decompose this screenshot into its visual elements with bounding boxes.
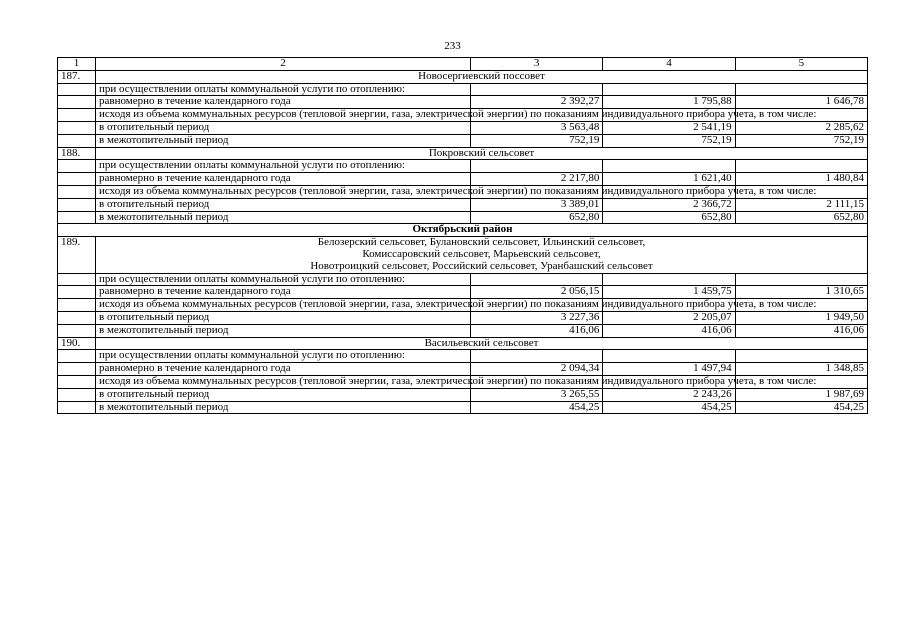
value-cell: 3 563,48 <box>471 121 603 134</box>
empty-cell <box>58 324 96 337</box>
value-cell: 752,19 <box>735 134 867 147</box>
empty-cell <box>603 350 735 363</box>
table-row <box>58 273 868 286</box>
value-cell: 2 217,80 <box>471 173 603 186</box>
row-label: равномерно в течение календарного года <box>96 363 471 376</box>
empty-cell <box>58 273 96 286</box>
table-row <box>58 350 868 363</box>
table-row <box>58 198 868 211</box>
row-label: равномерно в течение календарного года <box>96 96 471 109</box>
empty-cell <box>735 273 867 286</box>
value-cell: 1 497,94 <box>603 363 735 376</box>
header-col-5: 5 <box>735 58 867 71</box>
row-label: в отопительный период <box>96 311 471 324</box>
section-title-line: Белозерский сельсовет, Булановский сельсовет, Ильинский сельсовет, <box>317 236 646 249</box>
district-row <box>58 224 868 237</box>
table-row <box>58 388 868 401</box>
table-row <box>58 299 868 312</box>
value-cell: 3 265,55 <box>471 388 603 401</box>
empty-cell <box>58 311 96 324</box>
row-label: в межотопительный период <box>96 134 471 147</box>
empty-cell <box>58 299 96 312</box>
empty-cell <box>735 160 867 173</box>
table-row <box>58 401 868 414</box>
empty-cell <box>58 83 96 96</box>
header-col-2: 2 <box>96 58 471 71</box>
value-cell: 2 285,62 <box>735 121 867 134</box>
value-cell: 1 795,88 <box>603 96 735 109</box>
empty-cell <box>58 388 96 401</box>
empty-cell <box>58 173 96 186</box>
value-cell: 2 366,72 <box>603 198 735 211</box>
value-cell: 652,80 <box>603 211 735 224</box>
value-cell: 3 389,01 <box>471 198 603 211</box>
row-label: при осуществлении оплаты коммунальной услуги по отоплению: <box>96 83 471 96</box>
value-cell: 2 094,34 <box>471 363 603 376</box>
empty-cell <box>603 83 735 96</box>
value-cell: 2 541,19 <box>603 121 735 134</box>
row-label: исходя из объема коммунальных ресурсов (тепловой энергии, газа, электрической энергии) по показаниям индивидуального прибора учета, в том числе: <box>96 185 471 198</box>
value-cell: 416,06 <box>603 324 735 337</box>
empty-cell <box>58 375 96 388</box>
header-col-4: 4 <box>603 58 735 71</box>
table-row <box>58 109 868 122</box>
empty-cell <box>58 109 96 122</box>
section-number: 187. <box>58 70 96 83</box>
table-row <box>58 211 868 224</box>
section-number: 190. <box>58 337 96 350</box>
value-cell: 416,06 <box>735 324 867 337</box>
section-title-row <box>58 337 868 350</box>
value-cell: 1 480,84 <box>735 173 867 186</box>
table-row <box>58 134 868 147</box>
table-row <box>58 185 868 198</box>
empty-cell <box>58 134 96 147</box>
value-cell: 752,19 <box>603 134 735 147</box>
table-row <box>58 363 868 376</box>
row-label: в межотопительный период <box>96 324 471 337</box>
empty-cell <box>58 121 96 134</box>
value-cell: 2 111,15 <box>735 198 867 211</box>
value-cell: 2 392,27 <box>471 96 603 109</box>
section-title <box>96 237 868 273</box>
value-cell: 1 987,69 <box>735 388 867 401</box>
table-row <box>58 160 868 173</box>
table-row <box>58 96 868 109</box>
empty-cell <box>58 401 96 414</box>
table-row <box>58 375 868 388</box>
value-cell: 1 348,85 <box>735 363 867 376</box>
table-row <box>58 173 868 186</box>
row-label: в отопительный период <box>96 121 471 134</box>
value-cell: 454,25 <box>603 401 735 414</box>
section-number: 188. <box>58 147 96 160</box>
value-cell: 2 056,15 <box>471 286 603 299</box>
empty-cell <box>58 96 96 109</box>
value-cell: 1 949,50 <box>735 311 867 324</box>
empty-cell <box>58 363 96 376</box>
value-cell: 1 646,78 <box>735 96 867 109</box>
row-label: при осуществлении оплаты коммунальной услуги по отоплению: <box>96 273 471 286</box>
row-label: равномерно в течение календарного года <box>96 173 471 186</box>
value-cell: 752,19 <box>471 134 603 147</box>
value-cell: 1 459,75 <box>603 286 735 299</box>
value-cell: 416,06 <box>471 324 603 337</box>
header-col-3: 3 <box>471 58 603 71</box>
tariff-table <box>57 57 868 414</box>
empty-cell <box>58 198 96 211</box>
header-col-1: 1 <box>58 58 96 71</box>
table-row <box>58 121 868 134</box>
row-label: при осуществлении оплаты коммунальной услуги по отоплению: <box>96 160 471 173</box>
value-cell: 454,25 <box>735 401 867 414</box>
empty-cell <box>603 273 735 286</box>
table-header-row <box>58 58 868 71</box>
empty-cell <box>58 185 96 198</box>
empty-cell <box>58 160 96 173</box>
row-label: в отопительный период <box>96 388 471 401</box>
section-number: 189. <box>58 237 96 273</box>
section-title-line: Новотроицкий сельсовет, Российский сельсовет, Уранбашский сельсовет <box>310 259 653 272</box>
section-title-row <box>58 147 868 160</box>
empty-cell <box>58 211 96 224</box>
table-row <box>58 324 868 337</box>
section-title: Покровский сельсовет <box>96 147 868 160</box>
row-label: в межотопительный период <box>96 211 471 224</box>
value-cell: 3 227,36 <box>471 311 603 324</box>
value-cell: 1 621,40 <box>603 173 735 186</box>
row-label: исходя из объема коммунальных ресурсов (тепловой энергии, газа, электрической энергии) по показаниям индивидуального прибора учета, в том числе: <box>96 299 471 312</box>
section-title: Васильевский сельсовет <box>96 337 868 350</box>
table-row <box>58 286 868 299</box>
section-title-line: Комиссаровский сельсовет, Марьевский сельсовет, <box>362 247 601 260</box>
empty-cell <box>58 286 96 299</box>
row-label: в межотопительный период <box>96 401 471 414</box>
value-cell: 652,80 <box>735 211 867 224</box>
empty-cell <box>471 350 603 363</box>
table-row <box>58 83 868 96</box>
empty-cell <box>603 160 735 173</box>
district-title: Октябрьский район <box>58 224 868 237</box>
row-label: в отопительный период <box>96 198 471 211</box>
row-label: равномерно в течение календарного года <box>96 286 471 299</box>
empty-cell <box>471 273 603 286</box>
page-number: 233 <box>444 40 461 52</box>
section-title-row <box>58 237 868 273</box>
section-title-row <box>58 70 868 83</box>
row-label: при осуществлении оплаты коммунальной услуги по отоплению: <box>96 350 471 363</box>
value-cell: 2 205,07 <box>603 311 735 324</box>
row-label: исходя из объема коммунальных ресурсов (тепловой энергии, газа, электрической энергии) по показаниям индивидуального прибора учета, в том числе: <box>96 109 471 122</box>
value-cell: 454,25 <box>471 401 603 414</box>
table-row <box>58 311 868 324</box>
value-cell: 2 243,26 <box>603 388 735 401</box>
value-cell: 1 310,65 <box>735 286 867 299</box>
empty-cell <box>735 83 867 96</box>
row-label: исходя из объема коммунальных ресурсов (тепловой энергии, газа, электрической энергии) по показаниям индивидуального прибора учета, в том числе: <box>96 375 471 388</box>
section-title: Новосергиевский поссовет <box>96 70 868 83</box>
empty-cell <box>58 350 96 363</box>
empty-cell <box>735 350 867 363</box>
empty-cell <box>471 83 603 96</box>
value-cell: 652,80 <box>471 211 603 224</box>
empty-cell <box>471 160 603 173</box>
